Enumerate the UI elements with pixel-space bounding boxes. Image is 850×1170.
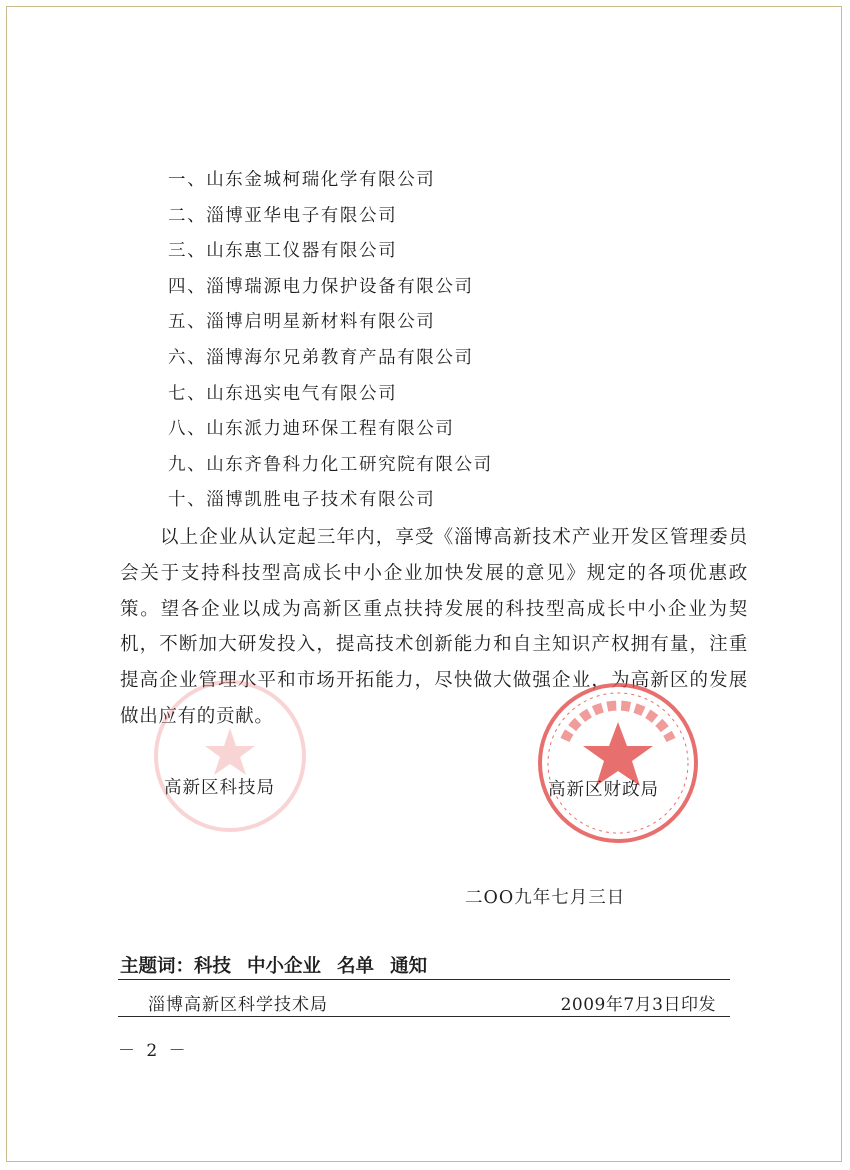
company-item: 二、淄博亚华电子有限公司 [168,205,398,226]
company-item: 四、淄博瑞源电力保护设备有限公司 [168,276,474,297]
divider [118,979,730,980]
keyword: 通知 [390,956,428,977]
signature-science-bureau: 高新区科技局 [164,778,275,798]
page-number: － 2 － [118,1041,189,1061]
finance-bureau-seal [535,680,701,846]
company-item: 十、淄博凯胜电子技术有限公司 [168,490,436,511]
company-list [168,166,493,522]
issuing-office: 淄博高新区科学技术局 [148,995,328,1015]
company-item: 五、淄博启明星新材料有限公司 [168,312,436,333]
keyword: 名单 [337,956,375,977]
company-item: 六、淄博海尔兄弟教育产品有限公司 [168,347,474,368]
company-item: 八、山东派力迪环保工程有限公司 [168,419,455,440]
issue-date: 2009年7月3日印发 [560,995,716,1015]
company-item: 一、山东金城柯瑞化学有限公司 [168,170,436,190]
company-item: 七、山东迅实电气有限公司 [168,383,398,404]
subject-keywords [120,952,443,978]
policy-paragraph: 以上企业从认定起三年内，享受《淄博高新技术产业开发区管理委员会关于支持科技型高成长中小企业加快发展的意见》规定的各项优惠政策。望各企业以成为高新区重点扶持发展的科技型高成长中小企业为契机，不断加大研发投入，提高技术创新能力和自主知识产权拥有量，注重提高企业管理水平和市场开拓能力，尽快做大做强企业，为高新区的发展做出应有的贡献。 [120,527,748,727]
divider [118,1016,730,1017]
keyword: 科技 [194,956,232,977]
science-bureau-seal [150,676,310,836]
company-item: 三、山东惠工仪器有限公司 [168,241,398,262]
subject-label: 主题词： [120,956,195,977]
keyword: 中小企业 [247,956,322,977]
signature-finance-bureau: 高新区财政局 [548,780,659,800]
company-item: 九、山东齐鲁科力化工研究院有限公司 [168,454,493,475]
document-date: 二OO九年七月三日 [465,888,626,908]
